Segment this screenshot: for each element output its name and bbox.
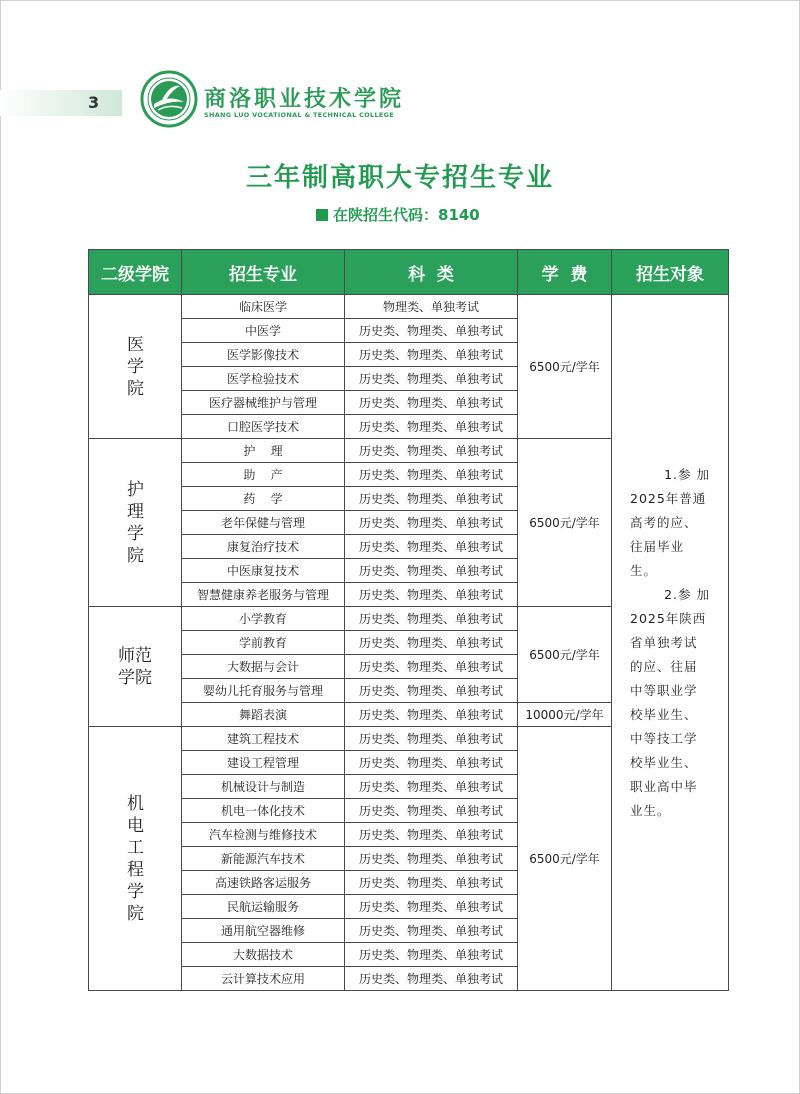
category-cell: 历史类、物理类、单独考试 (345, 967, 518, 991)
category-cell: 历史类、物理类、单独考试 (345, 415, 518, 439)
major-cell: 机械设计与制造 (182, 775, 345, 799)
enrollment-code (316, 204, 480, 225)
college-seal-icon (140, 70, 198, 128)
major-cell: 中医康复技术 (182, 559, 345, 583)
category-cell: 历史类、物理类、单独考试 (345, 727, 518, 751)
major-cell: 建筑工程技术 (182, 727, 345, 751)
table-header-row (89, 250, 729, 295)
major-cell: 医学影像技术 (182, 343, 345, 367)
category-cell: 历史类、物理类、单独考试 (345, 943, 518, 967)
major-cell: 康复治疗技术 (182, 535, 345, 559)
page-number: 3 (88, 93, 100, 112)
target-line: 中等技工学 (630, 730, 698, 746)
major-cell: 学前教育 (182, 631, 345, 655)
major-cell: 口腔医学技术 (182, 415, 345, 439)
target-line: 生。 (630, 562, 658, 578)
category-cell: 历史类、物理类、单独考试 (345, 871, 518, 895)
major-cell: 智慧健康养老服务与管理 (182, 583, 345, 607)
category-cell: 历史类、物理类、单独考试 (345, 919, 518, 943)
target-line: 往届毕业 (630, 538, 685, 554)
fee-cell: 6500元/学年 (518, 439, 612, 607)
fee-cell: 10000元/学年 (518, 703, 612, 727)
major-cell: 临床医学 (182, 295, 345, 319)
major-cell: 通用航空器维修 (182, 919, 345, 943)
square-bullet-icon (316, 209, 328, 221)
table-row (89, 295, 729, 319)
category-cell: 历史类、物理类、单独考试 (345, 775, 518, 799)
major-cell: 大数据与会计 (182, 655, 345, 679)
category-cell: 历史类、物理类、单独考试 (345, 391, 518, 415)
category-cell: 历史类、物理类、单独考试 (345, 511, 518, 535)
major-cell: 婴幼儿托育服务与管理 (182, 679, 345, 703)
target-line: 中等职业学 (630, 682, 698, 698)
major-cell: 小学教育 (182, 607, 345, 631)
category-cell: 历史类、物理类、单独考试 (345, 439, 518, 463)
enrollment-code-text: 在陕招生代码：8140 (333, 206, 480, 224)
major-cell: 机电一体化技术 (182, 799, 345, 823)
category-cell: 历史类、物理类、单独考试 (345, 631, 518, 655)
category-cell: 历史类、物理类、单独考试 (345, 583, 518, 607)
category-cell: 历史类、物理类、单独考试 (345, 343, 518, 367)
category-cell: 历史类、物理类、单独考试 (345, 799, 518, 823)
major-cell: 云计算技术应用 (182, 967, 345, 991)
page-title: 三年制高职大专招生专业 (245, 163, 554, 193)
major-cell: 医学检验技术 (182, 367, 345, 391)
category-cell: 历史类、物理类、单独考试 (345, 703, 518, 727)
major-cell: 护 理 (182, 439, 345, 463)
header-college: 二级学院 (89, 250, 182, 295)
major-cell: 建设工程管理 (182, 751, 345, 775)
target-line: 高考的应、 (630, 514, 698, 530)
header-category: 科 类 (345, 250, 518, 295)
category-cell: 历史类、物理类、单独考试 (345, 607, 518, 631)
category-cell: 历史类、物理类、单独考试 (345, 823, 518, 847)
fee-cell: 6500元/学年 (518, 607, 612, 703)
college-cell: 护理学院 (89, 439, 182, 607)
category-cell: 历史类、物理类、单独考试 (345, 895, 518, 919)
college-name-en: SHANG LUO VOCATIONAL & TECHNICAL COLLEGE (204, 111, 395, 119)
fee-cell: 6500元/学年 (518, 295, 612, 439)
header-band (0, 90, 122, 116)
target-line: 业生。 (630, 802, 671, 818)
target-line: 2025年普通 (630, 490, 707, 506)
category-cell: 历史类、物理类、单独考试 (345, 559, 518, 583)
major-cell: 高速铁路客运服务 (182, 871, 345, 895)
major-cell: 药 学 (182, 487, 345, 511)
category-cell: 历史类、物理类、单独考试 (345, 319, 518, 343)
major-cell: 大数据技术 (182, 943, 345, 967)
major-cell: 助 产 (182, 463, 345, 487)
category-cell: 历史类、物理类、单独考试 (345, 679, 518, 703)
major-cell: 汽车检测与维修技术 (182, 823, 345, 847)
category-cell: 历史类、物理类、单独考试 (345, 847, 518, 871)
college-cell: 机电工程学院 (89, 727, 182, 991)
header-major: 招生专业 (182, 250, 345, 295)
target-line: 2.参 加 (664, 586, 710, 602)
major-cell: 舞蹈表演 (182, 703, 345, 727)
category-cell: 物理类、单独考试 (345, 295, 518, 319)
target-line: 职业高中毕 (630, 778, 698, 794)
category-cell: 历史类、物理类、单独考试 (345, 367, 518, 391)
fee-cell: 6500元/学年 (518, 727, 612, 991)
category-cell: 历史类、物理类、单独考试 (345, 751, 518, 775)
major-cell: 民航运输服务 (182, 895, 345, 919)
category-cell: 历史类、物理类、单独考试 (345, 463, 518, 487)
target-cell (612, 295, 729, 991)
target-line: 校毕业生、 (630, 754, 698, 770)
category-cell: 历史类、物理类、单独考试 (345, 655, 518, 679)
admissions-table (88, 249, 729, 991)
category-cell: 历史类、物理类、单独考试 (345, 535, 518, 559)
major-cell: 中医学 (182, 319, 345, 343)
major-cell: 新能源汽车技术 (182, 847, 345, 871)
header-fee: 学 费 (518, 250, 612, 295)
target-line: 的应、往届 (630, 658, 698, 674)
target-line: 2025年陕西 (630, 610, 707, 626)
major-cell: 老年保健与管理 (182, 511, 345, 535)
major-cell: 医疗器械维护与管理 (182, 391, 345, 415)
college-cell: 师范学院 (89, 607, 182, 727)
college-name-cn: 商洛职业技术学院 (204, 86, 405, 112)
target-line: 省单独考试 (630, 634, 698, 650)
header-target: 招生对象 (612, 250, 729, 295)
category-cell: 历史类、物理类、单独考试 (345, 487, 518, 511)
target-line: 1.参 加 (664, 466, 710, 482)
target-line: 校毕业生、 (630, 706, 698, 722)
college-cell: 医学院 (89, 295, 182, 439)
